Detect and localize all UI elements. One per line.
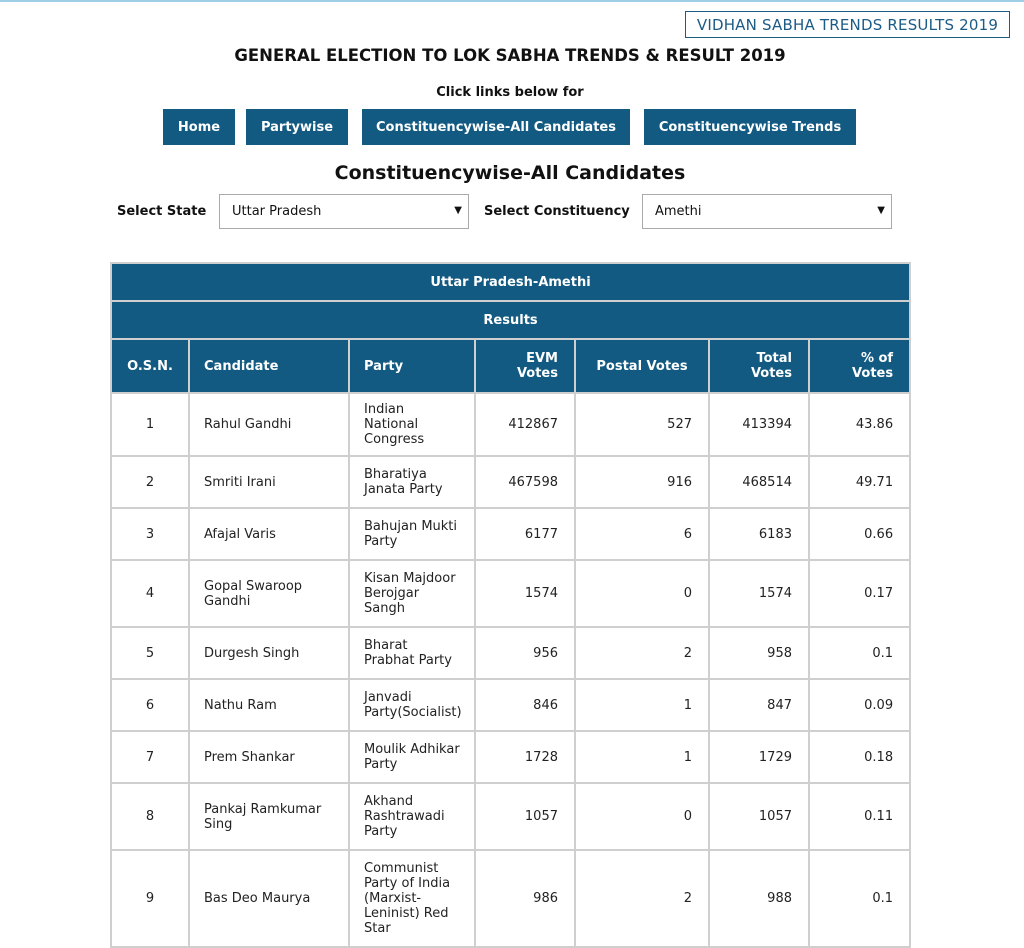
constituency-select-value: Amethi	[655, 204, 702, 219]
cell-evm: 1574	[475, 560, 575, 627]
page-title: GENERAL ELECTION TO LOK SABHA TRENDS & RESULT 2019	[234, 46, 786, 65]
cell-pct: 0.66	[809, 508, 910, 560]
cell-total: 6183	[709, 508, 809, 560]
col-pct-votes: % of Votes	[809, 339, 910, 393]
cell-postal: 527	[575, 393, 709, 456]
col-postal-votes: Postal Votes	[575, 339, 709, 393]
home-button[interactable]: Home	[163, 109, 235, 145]
dropdown-arrow-icon: ▼	[877, 205, 885, 216]
col-osn: O.S.N.	[111, 339, 189, 393]
constituency-select[interactable]	[642, 194, 892, 229]
cell-candidate: Pankaj Ramkumar Sing	[189, 783, 349, 850]
cell-party: Bharat Prabhat Party	[349, 627, 475, 679]
cell-total: 1057	[709, 783, 809, 850]
cell-candidate: Smriti Irani	[189, 456, 349, 508]
cell-candidate: Rahul Gandhi	[189, 393, 349, 456]
cell-party: Janvadi Party(Socialist)	[349, 679, 475, 731]
cell-postal: 916	[575, 456, 709, 508]
cell-osn: 9	[111, 850, 189, 947]
cell-postal: 2	[575, 627, 709, 679]
cell-party: Kisan Majdoor Berojgar Sangh	[349, 560, 475, 627]
table-caption: Uttar Pradesh-Amethi	[111, 263, 910, 301]
cell-total: 1729	[709, 731, 809, 783]
cell-osn: 8	[111, 783, 189, 850]
cell-postal: 1	[575, 731, 709, 783]
table-row	[111, 456, 910, 508]
state-select-value: Uttar Pradesh	[232, 204, 322, 219]
cell-osn: 6	[111, 679, 189, 731]
cell-party: Bahujan Mukti Party	[349, 508, 475, 560]
top-accent-line	[0, 0, 1024, 2]
section-title: Constituencywise-All Candidates	[334, 162, 686, 184]
cell-party: Akhand Rashtrawadi Party	[349, 783, 475, 850]
cell-candidate: Gopal Swaroop Gandhi	[189, 560, 349, 627]
col-total-votes: Total Votes	[709, 339, 809, 393]
cell-total: 958	[709, 627, 809, 679]
cell-postal: 6	[575, 508, 709, 560]
cell-candidate: Durgesh Singh	[189, 627, 349, 679]
cell-total: 1574	[709, 560, 809, 627]
cell-pct: 43.86	[809, 393, 910, 456]
cell-postal: 1	[575, 679, 709, 731]
cell-postal: 2	[575, 850, 709, 947]
cell-pct: 0.11	[809, 783, 910, 850]
cell-pct: 0.09	[809, 679, 910, 731]
trends-button[interactable]: Constituencywise Trends	[644, 109, 856, 145]
table-row	[111, 783, 910, 850]
cell-osn: 4	[111, 560, 189, 627]
table-row	[111, 850, 910, 947]
cell-osn: 7	[111, 731, 189, 783]
cell-party: Indian National Congress	[349, 393, 475, 456]
cell-pct: 0.18	[809, 731, 910, 783]
cell-evm: 846	[475, 679, 575, 731]
table-row	[111, 560, 910, 627]
cell-pct: 0.17	[809, 560, 910, 627]
cell-evm: 1728	[475, 731, 575, 783]
partywise-button[interactable]: Partywise	[246, 109, 348, 145]
cell-pct: 49.71	[809, 456, 910, 508]
cell-osn: 5	[111, 627, 189, 679]
table-row	[111, 731, 910, 783]
cell-party: Bharatiya Janata Party	[349, 456, 475, 508]
cell-evm: 1057	[475, 783, 575, 850]
cell-osn: 3	[111, 508, 189, 560]
cell-total: 847	[709, 679, 809, 731]
table-row	[111, 508, 910, 560]
cell-party: Moulik Adhikar Party	[349, 731, 475, 783]
state-label: Select State	[117, 204, 207, 219]
constituency-label: Select Constituency	[484, 204, 630, 219]
cell-evm: 412867	[475, 393, 575, 456]
col-evm-votes: EVM Votes	[475, 339, 575, 393]
click-links-caption: Click links below for	[436, 85, 584, 100]
cell-pct: 0.1	[809, 627, 910, 679]
results-table	[110, 262, 911, 948]
cell-candidate: Afajal Varis	[189, 508, 349, 560]
cell-candidate: Prem Shankar	[189, 731, 349, 783]
table-subcaption: Results	[111, 301, 910, 339]
table-row	[111, 393, 910, 456]
table-row	[111, 627, 910, 679]
cell-osn: 1	[111, 393, 189, 456]
all-candidates-button[interactable]: Constituencywise-All Candidates	[362, 109, 630, 145]
cell-evm: 986	[475, 850, 575, 947]
cell-postal: 0	[575, 783, 709, 850]
cell-total: 988	[709, 850, 809, 947]
cell-evm: 467598	[475, 456, 575, 508]
cell-candidate: Nathu Ram	[189, 679, 349, 731]
cell-pct: 0.1	[809, 850, 910, 947]
vidhan-sabha-link[interactable]: VIDHAN SABHA TRENDS RESULTS 2019	[685, 11, 1010, 38]
dropdown-arrow-icon: ▼	[454, 205, 462, 216]
cell-total: 413394	[709, 393, 809, 456]
state-select[interactable]	[219, 194, 469, 229]
cell-evm: 956	[475, 627, 575, 679]
cell-postal: 0	[575, 560, 709, 627]
table-row	[111, 679, 910, 731]
cell-candidate: Bas Deo Maurya	[189, 850, 349, 947]
cell-osn: 2	[111, 456, 189, 508]
cell-total: 468514	[709, 456, 809, 508]
col-candidate: Candidate	[189, 339, 349, 393]
col-party: Party	[349, 339, 475, 393]
cell-party: Communist Party of India (Marxist-Leninist) Red Star	[349, 850, 475, 947]
cell-evm: 6177	[475, 508, 575, 560]
